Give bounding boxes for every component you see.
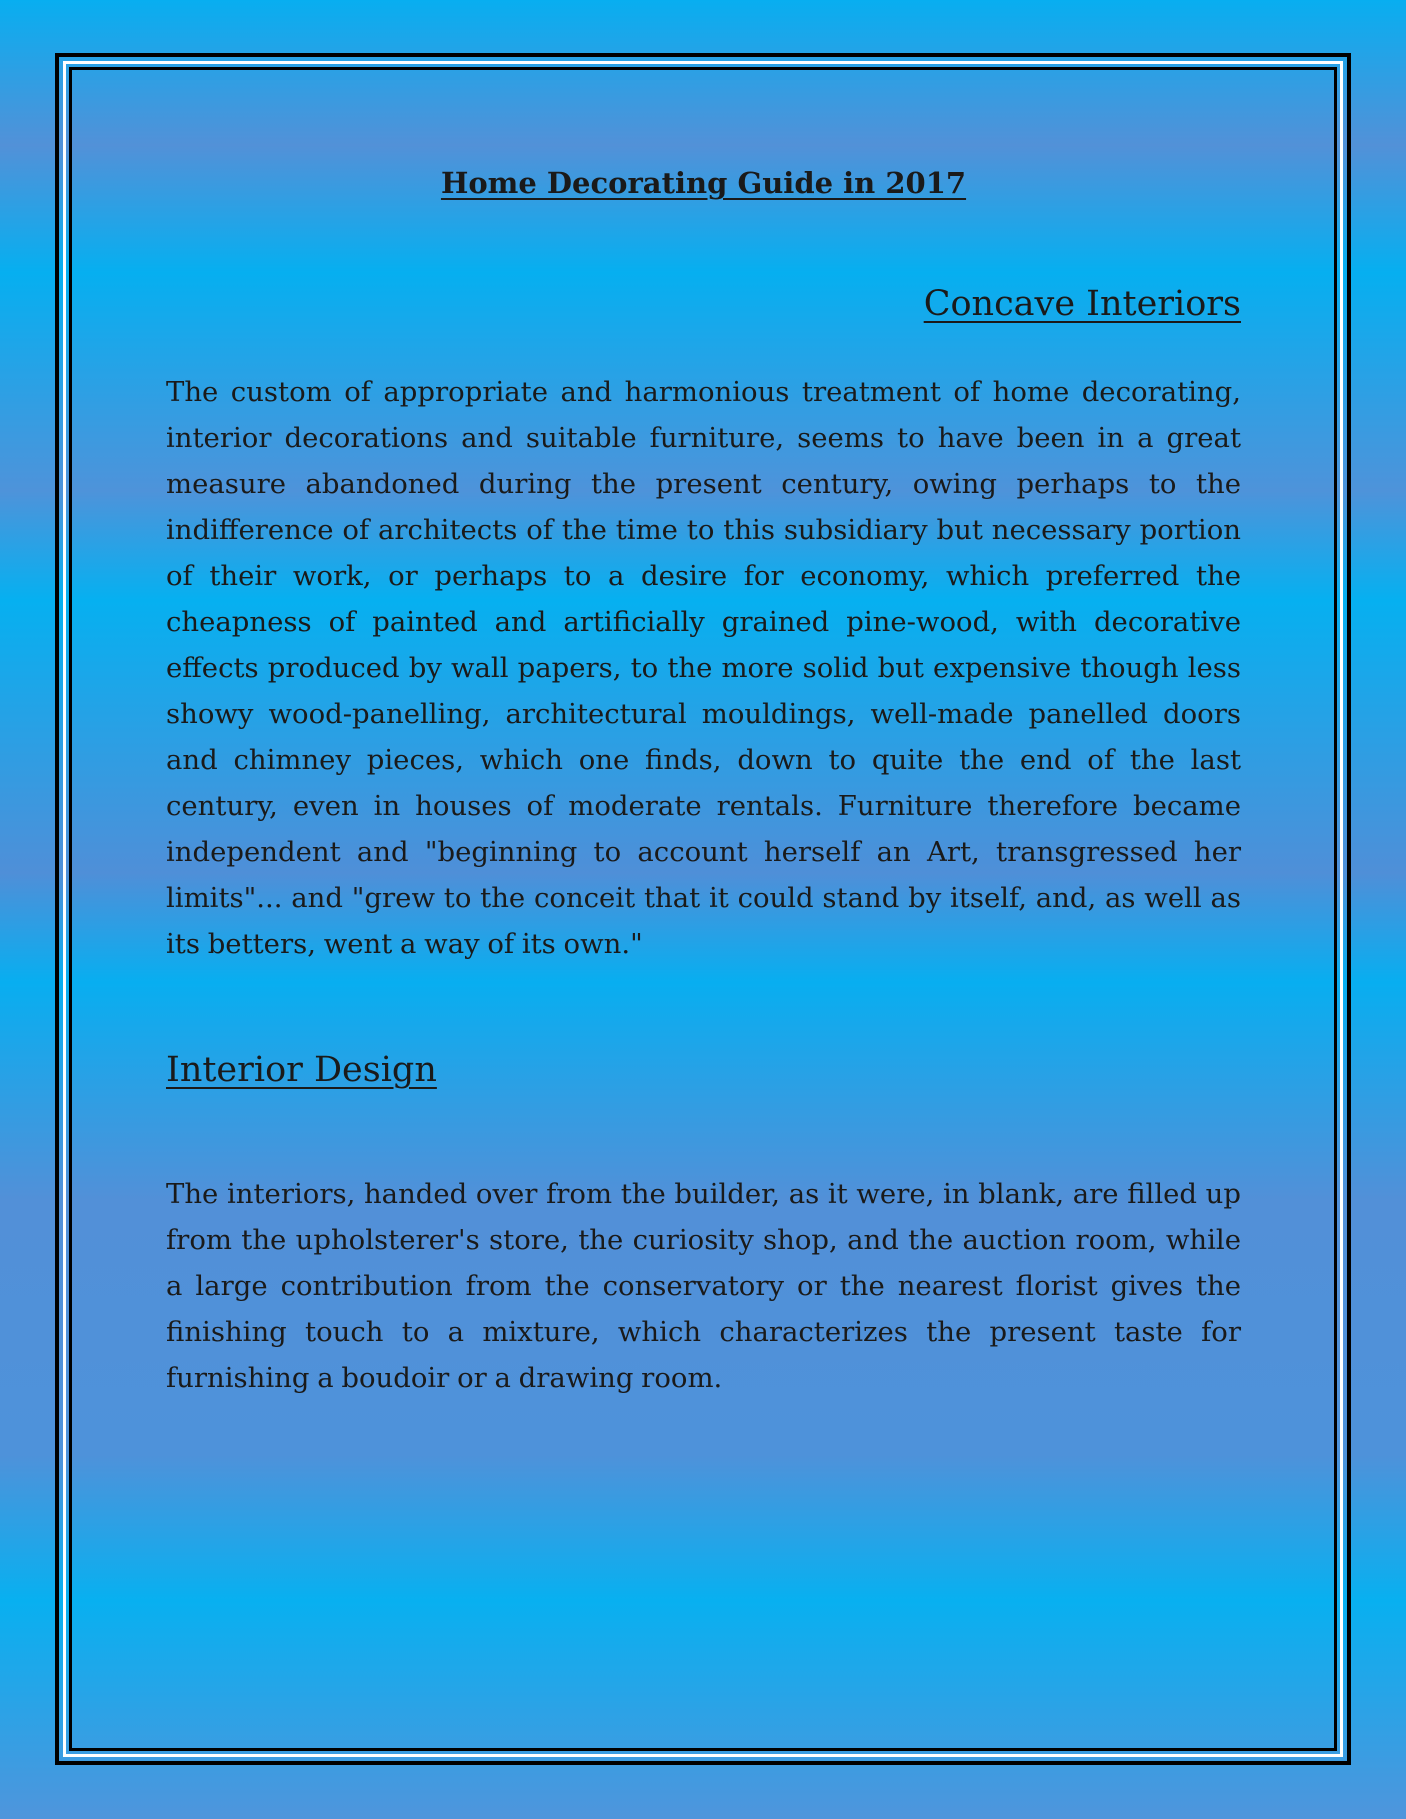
- section-heading-interior-design: Interior Design: [166, 1050, 437, 1090]
- document-title: Home Decorating Guide in 2017: [440, 166, 967, 200]
- section-body-interior-design: The interiors, handed over from the builder, as it were, in blank, are filled up from the upholsterer's store, the curiosity shop, and the auction room, while a large contribution from the conservatory or the nearest florist gives the finishing touch to a mixture, which characterizes the present taste for furnishing a boudoir or a drawing room.: [166, 1178, 1241, 1394]
- section-heading-concave-interiors: Concave Interiors: [923, 284, 1241, 324]
- section-body-concave-interiors: The custom of appropriate and harmonious treatment of home decorating, interior decorations and suitable furniture, seems to have been in a great measure abandoned during the present century, owing perhaps to the indifference of architects of the time to this subsidiary but necessary portion of their work, or perhaps to a desire for economy, which preferred the cheapness of painted and artificially grained pine-wood, with decorative effects produced by wall papers, to the more solid but expensive though less showy wood-panelling, architectural mouldings, well-made panelled doors and chimney pieces, which one finds, down to quite the end of the last century, even in houses of moderate rentals. Furniture therefore became independent and "beginning to account herself an Art, transgressed her limits"... and "grew to the conceit that it could stand by itself, and, as well as its betters, went a way of its own.": [166, 376, 1241, 960]
